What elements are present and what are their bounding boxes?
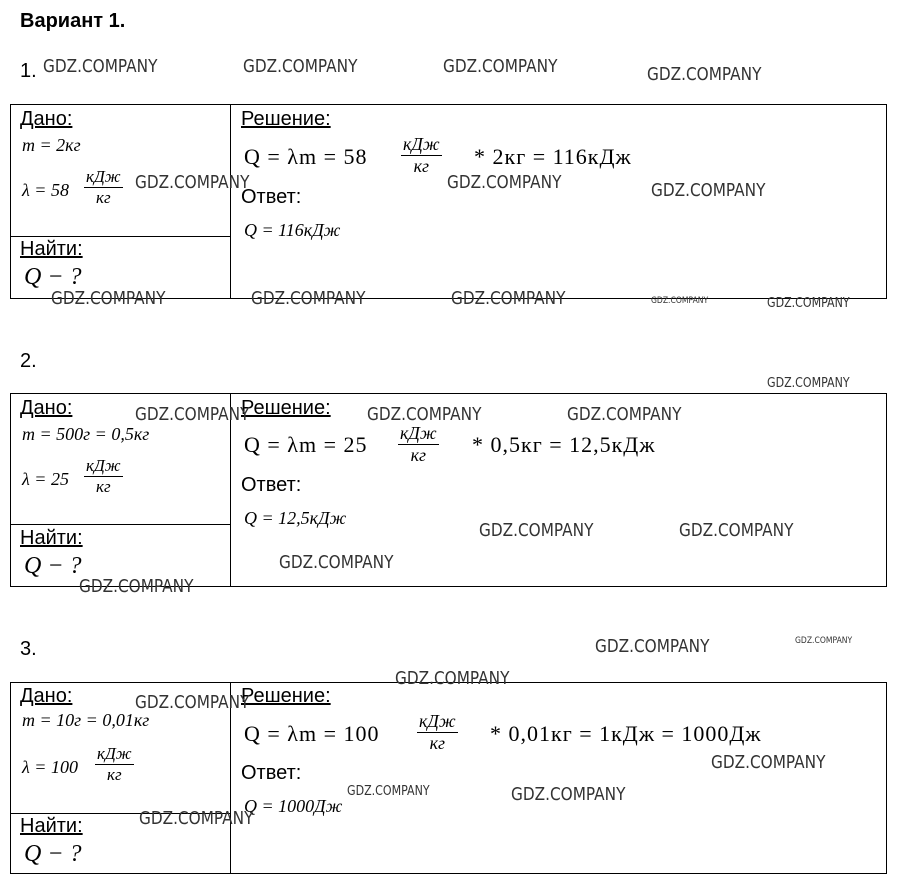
given-label: Дано: <box>20 108 73 130</box>
watermark: GDZ.COMPANY <box>243 56 358 77</box>
watermark: GDZ.COMPANY <box>79 576 194 597</box>
watermark: GDZ.COMPANY <box>511 784 626 805</box>
watermark: GDZ.COMPANY <box>251 288 366 309</box>
watermark: GDZ.COMPANY <box>451 288 566 309</box>
answer-label: Ответ: <box>241 474 302 496</box>
find-label: Найти: <box>20 815 83 837</box>
table-divider <box>230 104 231 299</box>
solution-fraction <box>417 711 458 754</box>
watermark: GDZ.COMPANY <box>395 668 510 689</box>
fraction-denominator: кг <box>413 156 430 176</box>
watermark: GDZ.COMPANY <box>135 692 250 713</box>
problem-table <box>10 104 887 299</box>
watermark: GDZ.COMPANY <box>51 288 166 309</box>
answer-value: Q = 1000Дж <box>244 796 343 816</box>
watermark: GDZ.COMPANY <box>43 56 158 77</box>
fraction-denominator: кг <box>429 733 446 753</box>
find-value: Q − ? <box>24 553 82 579</box>
watermark: GDZ.COMPANY <box>595 636 710 657</box>
watermark: GDZ.COMPANY <box>279 552 394 573</box>
problem-number: 1. <box>20 60 37 82</box>
watermark: GDZ.COMPANY <box>367 404 482 425</box>
solution-fraction <box>401 134 442 177</box>
fraction-denominator: кг <box>107 765 122 784</box>
answer-value: Q = 116кДж <box>244 220 341 240</box>
solution-suffix: * 0,01кг = 1кДж = 1000Дж <box>490 721 762 746</box>
fraction-numerator: кДж <box>86 167 121 186</box>
problem-number: 2. <box>20 350 37 372</box>
watermark: GDZ.COMPANY <box>767 296 850 311</box>
watermark: GDZ.COMPANY <box>347 784 430 799</box>
watermark: GDZ.COMPANY <box>479 520 594 541</box>
watermark: GDZ.COMPANY <box>447 172 562 193</box>
given-mass: m = 500г = 0,5кг <box>22 424 150 444</box>
given-mass: m = 10г = 0,01кг <box>22 710 150 730</box>
fraction-denominator: кг <box>410 445 427 465</box>
watermark: GDZ.COMPANY <box>651 180 766 201</box>
table-divider <box>10 524 230 525</box>
solution-fraction <box>398 423 439 466</box>
page-title: Вариант 1. <box>20 10 126 32</box>
solution-prefix: Q = λm = 58 <box>244 144 368 169</box>
watermark: GDZ.COMPANY <box>139 808 254 829</box>
answer-label: Ответ: <box>241 186 302 208</box>
watermark: GDZ.COMPANY <box>647 64 762 85</box>
lambda-fraction <box>95 744 134 785</box>
find-value: Q − ? <box>24 264 82 290</box>
given-mass: m = 2кг <box>22 135 81 155</box>
watermark: GDZ.COMPANY <box>567 404 682 425</box>
watermark: GDZ.COMPANY <box>679 520 794 541</box>
watermark: GDZ.COMPANY <box>795 636 853 646</box>
fraction-numerator: кДж <box>419 711 456 731</box>
lambda-fraction <box>84 167 123 208</box>
watermark: GDZ.COMPANY <box>135 172 250 193</box>
problem-number: 3. <box>20 638 37 660</box>
solution-suffix: * 0,5кг = 12,5кДж <box>472 432 656 457</box>
watermark: GDZ.COMPANY <box>651 296 709 306</box>
fraction-numerator: кДж <box>86 456 121 475</box>
fraction-denominator: кг <box>96 477 111 496</box>
find-label: Найти: <box>20 238 83 260</box>
lambda-fraction <box>84 456 123 497</box>
given-lambda: λ = 100 <box>22 757 78 777</box>
table-divider <box>10 236 230 237</box>
fraction-numerator: кДж <box>97 744 132 763</box>
watermark: GDZ.COMPANY <box>135 404 250 425</box>
given-lambda: λ = 58 <box>22 180 69 200</box>
solution-label: Решение: <box>241 685 331 707</box>
given-label: Дано: <box>20 397 73 419</box>
given-lambda: λ = 25 <box>22 469 69 489</box>
fraction-denominator: кг <box>96 188 111 207</box>
fraction-numerator: кДж <box>400 423 437 443</box>
solution-label: Решение: <box>241 397 331 419</box>
watermark: GDZ.COMPANY <box>767 376 850 391</box>
given-label: Дано: <box>20 685 73 707</box>
fraction-numerator: кДж <box>403 134 440 154</box>
watermark: GDZ.COMPANY <box>711 752 826 773</box>
solution-prefix: Q = λm = 25 <box>244 432 368 457</box>
find-value: Q − ? <box>24 841 82 867</box>
solution-suffix: * 2кг = 116кДж <box>474 144 632 169</box>
find-label: Найти: <box>20 527 83 549</box>
solution-prefix: Q = λm = 100 <box>244 721 380 746</box>
solution-label: Решение: <box>241 108 331 130</box>
watermark: GDZ.COMPANY <box>443 56 558 77</box>
answer-value: Q = 12,5кДж <box>244 508 347 528</box>
answer-label: Ответ: <box>241 762 302 784</box>
